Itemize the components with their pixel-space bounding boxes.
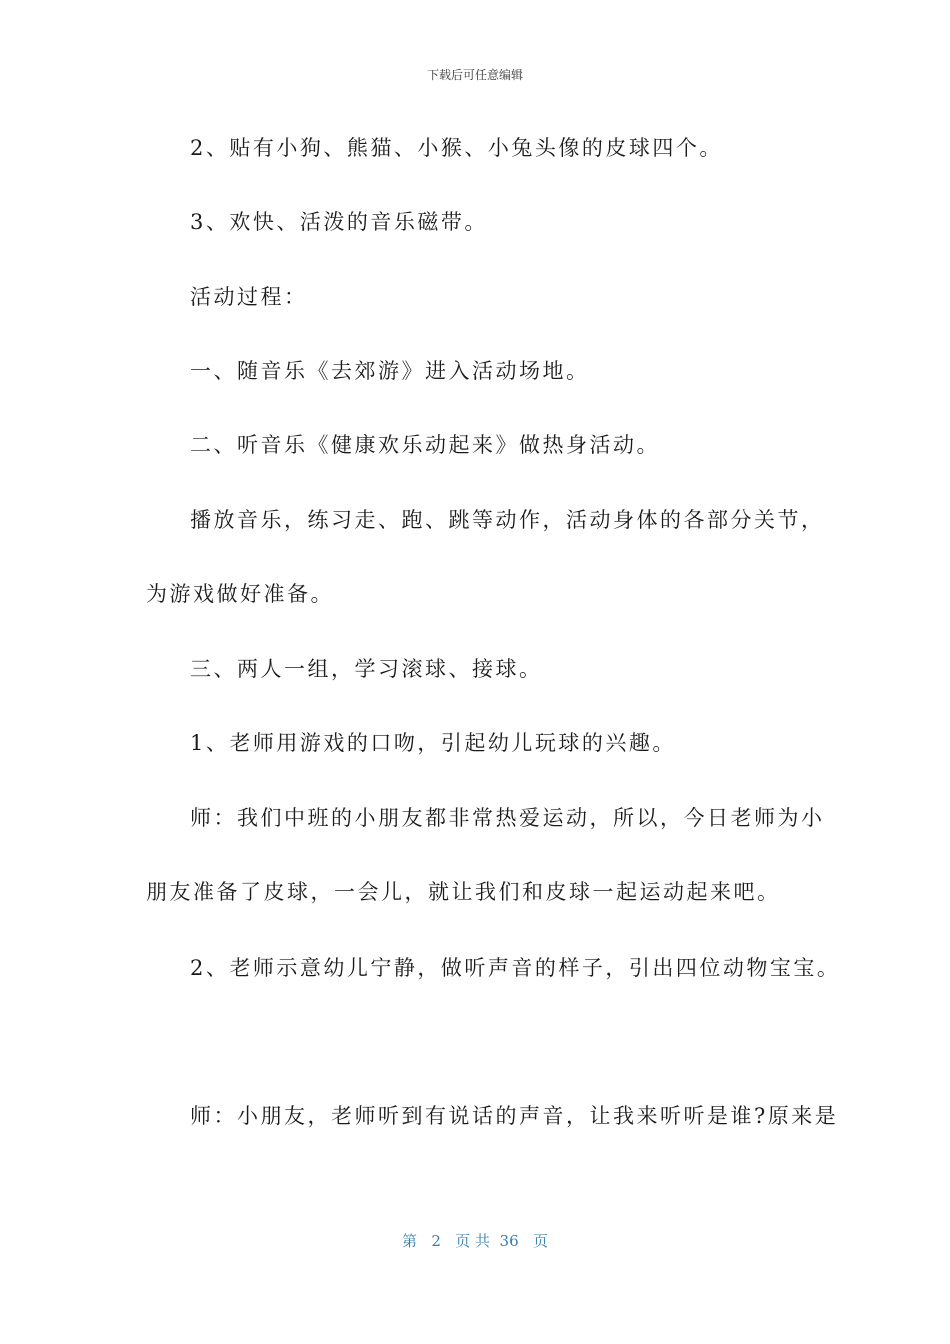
footer-suffix: 页 xyxy=(532,1232,548,1250)
paragraph-line: 二、听音乐《健康欢乐动起来》做热身活动。 xyxy=(190,433,660,457)
section-heading: 活动过程： xyxy=(190,285,308,309)
paragraph-line: 2、老师示意幼儿宁静，做听声音的样子，引出四位动物宝宝。 xyxy=(190,956,841,980)
footer-total-pages: 36 xyxy=(499,1232,519,1250)
paragraph-line: 1、老师用游戏的口吻，引起幼儿玩球的兴趣。 xyxy=(190,731,676,755)
footer-current-page: 2 xyxy=(431,1232,441,1250)
paragraph-line: 一、随音乐《去郊游》进入活动场地。 xyxy=(190,359,590,383)
footer-middle: 页 共 xyxy=(455,1232,490,1250)
footer-prefix: 第 xyxy=(402,1232,418,1250)
paragraph-line: 播放音乐，练习走、跑、跳等动作，活动身体的各部分关节， xyxy=(190,508,825,532)
paragraph-line: 为游戏做好准备。 xyxy=(146,582,334,606)
paragraph-line: 师：我们中班的小朋友都非常热爱运动，所以，今日老师为小 xyxy=(190,806,825,830)
paragraph-line: 3、欢快、活泼的音乐磁带。 xyxy=(190,210,488,234)
paragraph-line: 朋友准备了皮球，一会儿，就让我们和皮球一起运动起来吧。 xyxy=(146,880,781,904)
paragraph-line: 2、贴有小狗、熊猫、小猴、小兔头像的皮球四个。 xyxy=(190,136,723,160)
paragraph-line: 三、两人一组，学习滚球、接球。 xyxy=(190,657,543,681)
page-header-note: 下载后可任意编辑 xyxy=(426,68,523,82)
paragraph-line: 师：小朋友，老师听到有说话的声音，让我来听听是谁?原来是 xyxy=(190,1104,839,1128)
page-footer xyxy=(0,1230,950,1251)
